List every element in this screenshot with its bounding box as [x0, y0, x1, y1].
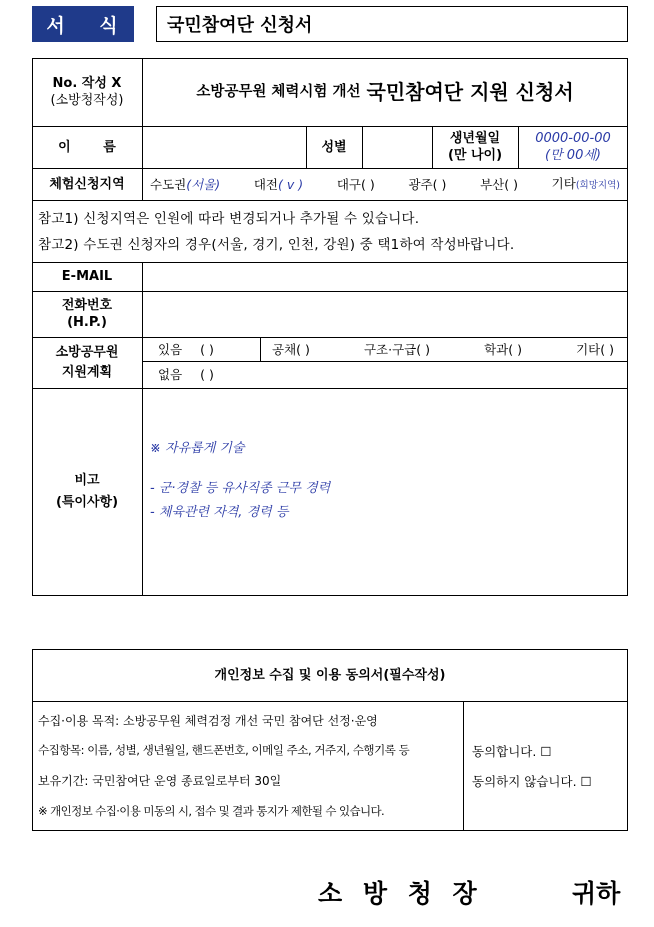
consent-items: 수집항목: 이름, 성별, 생년월일, 핸드폰번호, 이메일 주소, 거주지, 수행기록 등 — [38, 743, 410, 757]
region-name: 기타 — [551, 175, 576, 191]
plan-option-other[interactable]: 기타( ) — [576, 341, 614, 357]
remarks-hint: ※ 자유롭게 기술 — [150, 441, 245, 456]
phone-field[interactable] — [142, 291, 628, 337]
phone-label-line2: (H.P.) — [67, 315, 107, 330]
birth-date-value: 0000-00-00 — [535, 131, 611, 146]
form-type-line1: No. 작성 X — [52, 76, 122, 91]
age-value: (만 00세) — [545, 148, 601, 163]
region-mark: ( ) — [432, 176, 447, 192]
region-name: 수도권 — [150, 176, 187, 192]
phone-label — [32, 291, 142, 337]
name-field[interactable] — [142, 126, 306, 168]
consent-period: 보유기간: 국민참여단 운영 종료일로부터 30일 — [38, 774, 282, 788]
form-title-main: 국민참여단 지원 신청서 — [366, 79, 574, 104]
plan-no-label: 없음 — [158, 367, 183, 382]
consent-warning: ※ 개인정보 수집·이용 미동의 시, 접수 및 결과 통지가 제한될 수 있습니다. — [38, 804, 385, 818]
form-type-label — [32, 58, 142, 126]
region-option-gwangju[interactable] — [408, 176, 446, 193]
form-badge: 서 식 — [32, 6, 134, 42]
plan-label — [32, 337, 142, 388]
email-label: E-MAIL — [61, 269, 113, 284]
form-title-prefix: 소방공무원 체력시험 개선 — [196, 83, 361, 100]
phone-label-line1: 전화번호 — [61, 298, 113, 313]
region-mark: ( ) — [361, 176, 375, 192]
consent-purpose: 수집·이용 목적: 소방공무원 체력검정 개선 국민 참여단 선정·운영 — [38, 714, 378, 728]
remarks-field[interactable] — [142, 388, 628, 596]
plan-detail-options — [260, 337, 628, 361]
remarks-hint: - 체육관련 자격, 경력 등 — [150, 505, 289, 520]
form-title — [142, 58, 628, 126]
plan-no-option[interactable] — [142, 361, 342, 388]
email-field[interactable] — [142, 262, 628, 291]
region-option-daejeon[interactable] — [254, 176, 303, 193]
region-label: 체험신청지역 — [49, 176, 125, 192]
form-type-line2: (소방청작성) — [50, 93, 124, 108]
remarks-hint: - 군·경찰 등 유사직종 근무 경력 — [150, 481, 331, 496]
region-options — [142, 168, 628, 200]
gender-label: 성별 — [321, 139, 347, 155]
plan-option-rescue[interactable]: 구조·구급( ) — [363, 341, 430, 357]
remarks-label-line1: 비고 — [74, 473, 100, 488]
region-note-1: 참고1) 신청지역은 인원에 따라 변경되거나 추가될 수 있습니다. — [38, 211, 420, 227]
consent-disagree-checkbox[interactable]: 동의하지 않습니다. ☐ — [472, 774, 592, 789]
remarks-label — [32, 388, 142, 596]
plan-no-mark: ( ) — [200, 367, 214, 382]
birth-label-line1: 생년월일 — [449, 131, 501, 146]
region-name: 대구 — [336, 176, 361, 192]
divider — [32, 200, 628, 201]
recipient-org: 소 방 청 장 — [318, 879, 483, 908]
divider — [463, 701, 464, 831]
region-name: 대전 — [253, 176, 279, 192]
region-option-capital[interactable] — [150, 176, 220, 193]
region-name: 광주 — [408, 176, 433, 192]
plan-option-major[interactable]: 학과( ) — [484, 341, 522, 357]
plan-yes-option[interactable] — [142, 337, 260, 361]
plan-label-line1: 소방공무원 — [55, 344, 119, 360]
plan-option-recruit[interactable]: 공채( ) — [272, 341, 310, 357]
region-mark: (서울) — [186, 176, 221, 192]
region-option-busan[interactable] — [480, 176, 518, 193]
consent-agree-checkbox[interactable]: 동의합니다. ☐ — [472, 744, 552, 759]
region-mark: ( v ) — [278, 176, 304, 192]
gender-field[interactable] — [362, 126, 432, 168]
plan-yes-label: 있음 — [158, 341, 183, 357]
region-note-2: 참고2) 수도권 신청자의 경우(서울, 경기, 인천, 강원) 중 택1하여 작성바랍니다. — [38, 237, 515, 253]
consent-title: 개인정보 수집 및 이용 동의서(필수작성) — [214, 667, 446, 683]
page-title: 국민참여단 신청서 — [156, 6, 628, 42]
region-option-other[interactable] — [552, 175, 620, 194]
divider — [32, 701, 628, 702]
remarks-label-line2: (특이사항) — [55, 495, 119, 510]
name-label: 이 름 — [58, 139, 130, 155]
birth-field[interactable] — [518, 126, 628, 168]
recipient-suffix: 귀하 — [572, 879, 621, 908]
region-name: 부산 — [480, 176, 505, 192]
plan-yes-mark: ( ) — [200, 341, 214, 357]
region-mark: ( ) — [504, 176, 518, 192]
region-mark: (희망지역) — [575, 179, 620, 191]
plan-label-line2: 지원계획 — [61, 364, 113, 380]
birth-label-line2: (만 나이) — [447, 148, 503, 163]
region-option-daegu[interactable] — [337, 176, 375, 193]
birth-label — [432, 126, 518, 168]
